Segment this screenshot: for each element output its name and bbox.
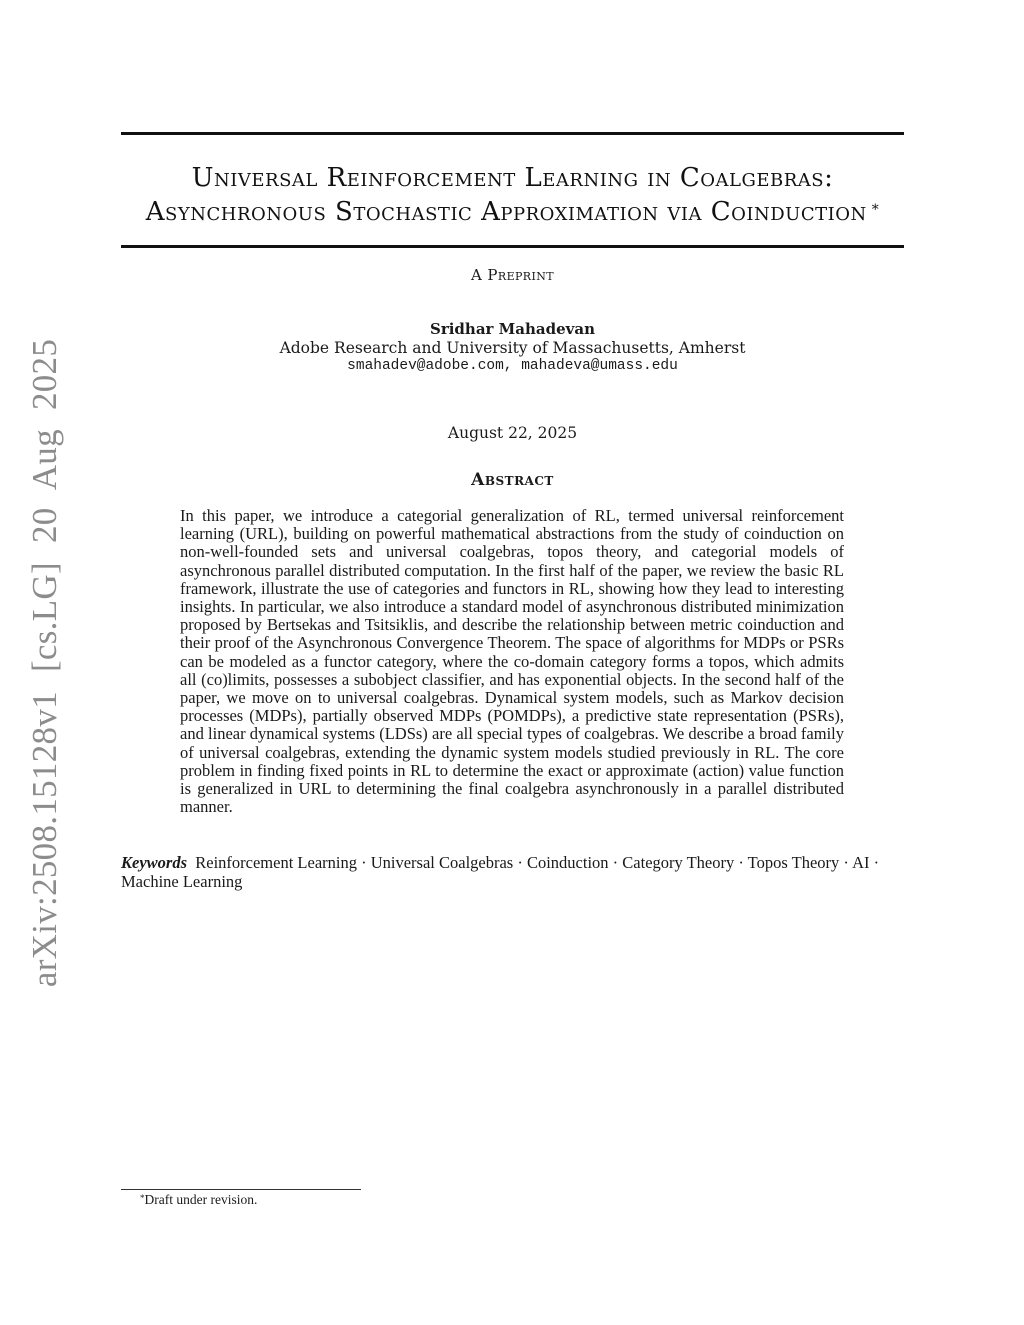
title-footnote-marker: *	[871, 202, 880, 218]
keywords-section	[121, 853, 904, 891]
abstract-body: In this paper, we introduce a categorial generalization of RL, termed universal reinforcement learning (URL), building on powerful mathematical abstractions from the study of coinduction on non-well-founded sets and universal coalgebras, topos theory, and categorial models of asynchronous parallel distributed computation. In the first half of the paper, we review the basic RL framework, illustrate the use of categories and functors in RL, showing how they lead to interesting insights. In particular, we also introduce a standard model of asynchronous distributed minimization proposed by Bertsekas and Tsitsiklis, and describe the relationship between metric coinduction and their proof of the Asynchronous Convergence Theorem. The space of algorithms for MDPs or PSRs can be modeled as a functor category, where the co-domain category forms a topos, which admits all (co)limits, possesses a subobject classifier, and has exponential objects. In the second half of the paper, we move on to universal coalgebras. Dynamical system models, such as Markov decision processes (MDPs), partially observed MDPs (POMDPs), a predictive state representation (PSRs), and linear dynamical systems (LDSs) are all special types of coalgebras. We describe a broad family of universal coalgebras, extending the dynamic system models studied previously in RL. The core problem in finding fixed points in RL to determine the exact or approximate (action) value function is generalized in URL to determining the final coalgebra asynchronously in a parallel distributed manner.	[180, 506, 844, 817]
title-line-2-text: Asynchronous Stochastic Approximation via Coinduction	[145, 197, 867, 227]
paper-title-line-1	[121, 161, 904, 195]
abstract-heading: Abstract	[471, 470, 554, 490]
keywords-label: Keywords	[121, 853, 187, 872]
paper-title-line-2	[121, 195, 904, 229]
author-name: Sridhar Mahadevan	[430, 320, 595, 338]
title-line-1-text: Universal Reinforcement Learning in Coalgebras:	[191, 163, 834, 193]
title-bottom-rule	[121, 245, 904, 248]
arxiv-side-stamp: arXiv:2508.15128v1 [cs.LG] 20 Aug 2025	[25, 338, 64, 988]
footnote-rule	[121, 1189, 361, 1190]
title-top-rule	[121, 132, 904, 135]
footnote-text: Draft under revision.	[144, 1192, 258, 1207]
footnote-marker: *	[140, 1193, 145, 1203]
author-affiliation: Adobe Research and University of Massachusetts, Amherst	[279, 339, 746, 357]
paper-date: August 22, 2025	[447, 424, 578, 442]
footnote	[140, 1192, 257, 1208]
author-emails: smahadev@adobe.com, mahadeva@umass.edu	[347, 358, 678, 374]
preprint-label: A Preprint	[471, 266, 554, 284]
keywords-list: Reinforcement Learning · Universal Coalgebras · Coinduction · Category Theory · Topos Theory · AI · Machine Learning	[121, 853, 880, 891]
